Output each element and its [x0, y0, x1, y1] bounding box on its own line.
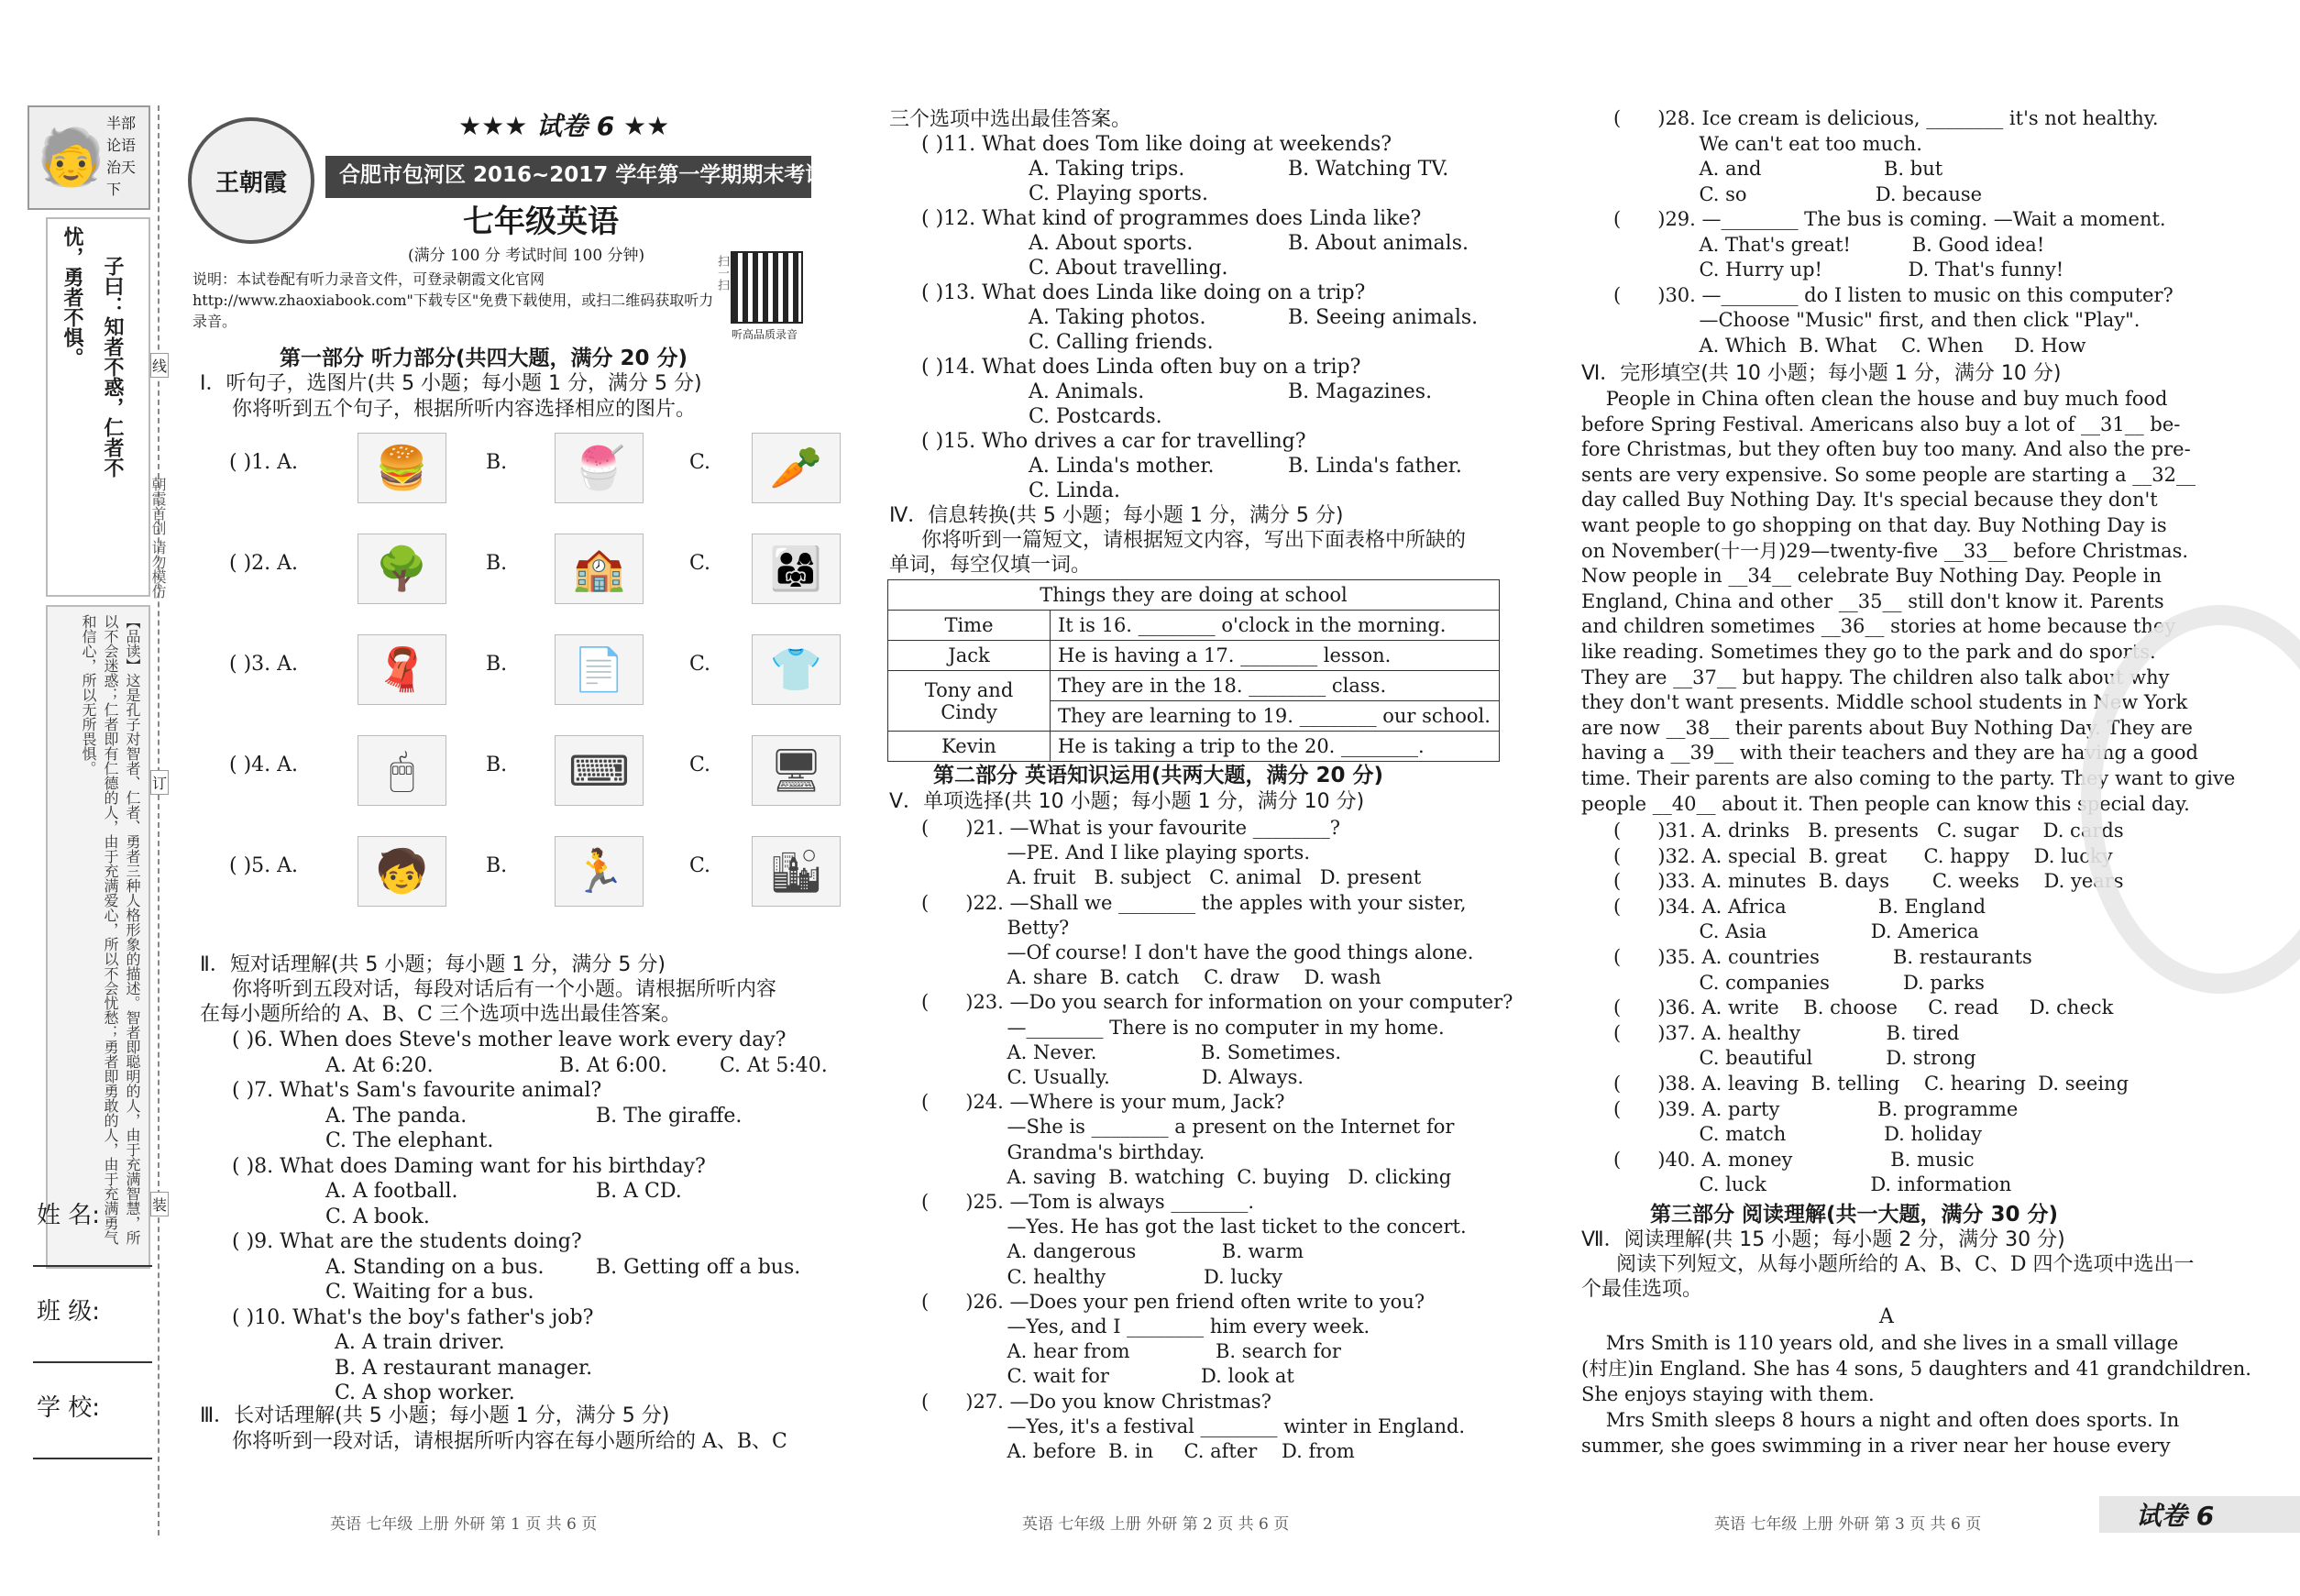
sidebar: [28, 105, 149, 1554]
question-line: —Yes, and I ________ him every week.: [921, 1315, 1370, 1337]
question-line: Betty?: [921, 916, 1070, 939]
sec7-instr2: 个最佳选项。: [1581, 1278, 1703, 1301]
question-line[interactable]: A. That's great! B. Good idea!: [1613, 233, 2045, 256]
option-text[interactable]: A. About sports.: [1029, 232, 1194, 255]
fold-mark-2: 订: [150, 770, 169, 795]
question-number[interactable]: ( )2. A.: [229, 552, 299, 575]
question-line: ( )21. —What is your favourite ________?: [921, 817, 1341, 839]
option-label: B.: [486, 552, 508, 575]
question-number[interactable]: ( )5. A.: [229, 854, 299, 877]
question-line: —Of course! I don't have the good things alone.: [921, 941, 1474, 963]
cloze-line: before Spring Festival. Americans also buy a lot of __31__ be-: [1581, 413, 2181, 435]
pinlu-box: [46, 605, 150, 1269]
picture-option-icon[interactable]: 🏫: [555, 534, 644, 604]
cloze-line: sents are very expensive. So some people are starting a __32__: [1581, 463, 2196, 486]
option-text[interactable]: C. About travelling.: [1029, 257, 1228, 280]
question-line: ( )23. —Do you search for information on your computer?: [921, 991, 1513, 1014]
cloze-line: want people to go shopping on that day. Buy Nothing Day is: [1581, 514, 2167, 536]
info-cell: Tony and Cindy: [888, 671, 1051, 732]
cloze-line: People in China often clean the house and buy much food: [1581, 388, 2168, 410]
question-number[interactable]: ( )4. A.: [229, 754, 299, 776]
logo-badge: [188, 117, 314, 244]
picture-option-icon[interactable]: 🏃: [555, 836, 644, 907]
quote-left: 忧，勇者不惧。: [61, 226, 84, 368]
question-line[interactable]: C. Hurry up! D. That's funny!: [1613, 259, 2064, 281]
info-cell[interactable]: It is 16. ________ o'clock in the morning.: [1051, 611, 1500, 641]
exam-note: 说明：本试卷配有听力录音文件，可登录朝霞文化官网http://www.zhaoxiabook.com"下载专区"免费下载使用，或扫二维码获取听力录音。: [193, 270, 714, 330]
picture-option-icon[interactable]: 🌳: [358, 534, 446, 604]
question-line[interactable]: C. Usually. D. Always.: [921, 1066, 1304, 1088]
logo-text: 王朝霞: [215, 169, 287, 197]
question-line: —Choose "Music" first, and then click "Play".: [1613, 309, 2140, 331]
quote-right: 子曰：知者不惑，仁者不: [101, 256, 125, 478]
sec2-instr2: 在每小题所给的 A、B、C 三个选项中选出最佳答案。: [200, 1003, 681, 1026]
sec3-title: Ⅲ．长对话理解(共 5 小题；每小题 1 分，满分 5 分): [200, 1404, 670, 1427]
school-label: 学 校:: [37, 1394, 101, 1422]
cloze-option-line[interactable]: ( )34. A. Africa B. England: [1613, 895, 1986, 918]
col2-cont: 三个选项中选出最佳答案。: [889, 108, 1132, 131]
sec4-instr1: 你将听到一篇短文，请根据短文内容，写出下面表格中所缺的: [921, 529, 1467, 552]
sec7-title: Ⅶ．阅读理解(共 15 小题；每小题 2 分，满分 30 分): [1581, 1228, 2065, 1251]
question-line: —She is ________ a present on the Internet for: [921, 1116, 1455, 1139]
cloze-line: having a __39__ with their teachers and they are having a good: [1581, 742, 2198, 765]
question-line[interactable]: A. dangerous B. warm: [921, 1240, 1304, 1263]
option-text[interactable]: A. Animals.: [1029, 380, 1145, 403]
question-line[interactable]: A. Never. B. Sometimes.: [921, 1040, 1342, 1063]
cloze-option-line[interactable]: ( )37. A. healthy B. tired: [1613, 1021, 1960, 1044]
passage-line: Mrs Smith sleeps 8 hours a night and often does sports. In: [1581, 1409, 2180, 1431]
sec4-instr2: 单词，每空仅填一词。: [889, 554, 1092, 577]
cloze-option-line[interactable]: ( )33. A. minutes B. days C. weeks D. years: [1613, 870, 2124, 893]
option-text[interactable]: C. A book.: [325, 1205, 430, 1228]
question-line[interactable]: A. fruit B. subject C. animal D. present: [921, 866, 1422, 889]
option-text[interactable]: A. Taking photos.: [1029, 306, 1206, 329]
sec6-title: Ⅵ．完形填空(共 10 小题；每小题 1 分，满分 10 分): [1581, 362, 2062, 385]
question-line[interactable]: A. before B. in C. after D. from: [921, 1440, 1355, 1462]
question-line[interactable]: A. share B. catch C. draw D. wash: [921, 966, 1381, 989]
question-line: —________ There is no computer in my home.: [921, 1016, 1445, 1039]
passage-line: (村庄)in England. She has 4 sons, 5 daughters and 41 grandchildren.: [1581, 1358, 2251, 1380]
info-cell: Jack: [888, 641, 1051, 671]
name-field[interactable]: [33, 1265, 152, 1267]
question-line[interactable]: A. and B. but: [1613, 158, 1943, 180]
class-label: 班 级:: [37, 1298, 101, 1326]
part3-title: 第三部分 阅读理解(共一大题，满分 30 分): [1650, 1203, 2059, 1227]
passage-line: Mrs Smith is 110 years old, and she lives in a small village: [1581, 1332, 2179, 1354]
picture-option-icon[interactable]: 👕: [752, 634, 841, 705]
option-label: B.: [486, 451, 508, 474]
passage-label: A: [1879, 1305, 1894, 1328]
question-line: ( )22. —Shall we ________ the apples with your sister,: [921, 891, 1467, 914]
subject-title: 七年级英语: [463, 204, 619, 240]
corner-tag: 试卷 6: [2136, 1501, 2215, 1531]
question-line[interactable]: A. hear from B. search for: [921, 1340, 1341, 1363]
cloze-line: like reading. Sometimes they go to the park and do sports.: [1581, 641, 2156, 663]
question-text: ( )9. What are the students doing?: [232, 1230, 582, 1253]
option-text[interactable]: C. The elephant.: [325, 1129, 494, 1152]
option-text[interactable]: C. Linda.: [1029, 479, 1121, 502]
info-cell[interactable]: They are in the 18. ________ class.: [1051, 671, 1500, 701]
option-label: B.: [486, 754, 508, 776]
option-text[interactable]: B. A restaurant manager.: [335, 1356, 593, 1380]
confucius-figure-icon: 🧓: [37, 126, 105, 190]
option-text[interactable]: C. Playing sports.: [1029, 182, 1208, 205]
score-time: (满分 100 分 考试时间 100 分钟): [408, 247, 645, 265]
passage-line: She enjoys staying with them.: [1581, 1383, 1875, 1405]
question-line: Grandma's birthday.: [921, 1140, 1205, 1163]
cloze-line: people __40__ about it. Then people can know this special day.: [1581, 792, 2190, 815]
option-text[interactable]: B. Magazines.: [1288, 380, 1433, 403]
question-line: ( )28. Ice cream is delicious, ________ it's not healthy.: [1613, 107, 2159, 129]
sec4-title: Ⅳ．信息转换(共 5 小题；每小题 1 分，满分 5 分): [889, 504, 1344, 527]
qr-scan-side: 扫一扫: [715, 255, 729, 291]
option-text[interactable]: A. A football.: [325, 1180, 458, 1203]
option-text[interactable]: C. A shop worker.: [335, 1381, 515, 1404]
question-line: —PE. And I like playing sports.: [921, 842, 1310, 864]
fold-mark-3: 装: [150, 1192, 169, 1216]
question-text: ( )6. When does Steve's mother leave work every day?: [232, 1029, 787, 1051]
question-line: ( )24. —Where is your mum, Jack?: [921, 1091, 1285, 1114]
cloze-line: on November(十一月)29—twenty-five __33__ before Christmas.: [1581, 539, 2189, 562]
question-text: ( )10. What's the boy's father's job?: [232, 1305, 594, 1329]
option-text[interactable]: B. At 6:00.: [559, 1053, 667, 1077]
question-line: —Yes, it's a festival ________ winter in England.: [921, 1414, 1466, 1437]
question-line: ( )29. —________ The bus is coming. —Wait a moment.: [1613, 208, 2166, 230]
footer-page3: 英语 七年级 上册 外研 第 3 页 共 6 页: [1714, 1515, 1982, 1534]
info-table: [887, 579, 1500, 762]
picture-option-icon[interactable]: 🍔: [358, 433, 446, 503]
option-text[interactable]: B. About animals.: [1288, 232, 1469, 255]
qr-caption: 听高品质录音: [732, 328, 798, 341]
cloze-option-line[interactable]: C. companies D. parks: [1613, 971, 1985, 994]
sec5-title: Ⅴ．单项选择(共 10 小题；每小题 1 分，满分 10 分): [889, 790, 1365, 813]
question-text: ( )11. What does Tom like doing at weekends?: [921, 133, 1392, 156]
question-line[interactable]: C. wait for D. look at: [921, 1365, 1294, 1388]
option-text[interactable]: B. The giraffe.: [596, 1104, 743, 1128]
picture-option-icon[interactable]: 🧣: [358, 634, 446, 705]
option-text[interactable]: B. Linda's father.: [1288, 455, 1462, 478]
option-text[interactable]: A. A train driver.: [335, 1331, 505, 1354]
picture-option-icon[interactable]: ⌨: [555, 735, 644, 806]
paper-number-text: 试卷 6: [536, 111, 615, 141]
option-text[interactable]: C. Waiting for a bus.: [325, 1281, 534, 1304]
cloze-option-line[interactable]: ( )31. A. drinks B. presents C. sugar D. cards: [1613, 820, 2124, 842]
sec1-title: Ⅰ．听句子，选图片(共 5 小题；每小题 1 分，满分 5 分): [200, 372, 702, 395]
picture-option-icon[interactable]: 🧒: [358, 836, 446, 907]
part1-title: 第一部分 听力部分(共四大题，满分 20 分): [280, 347, 688, 370]
option-text[interactable]: A. Linda's mother.: [1029, 455, 1215, 478]
cloze-option-line[interactable]: ( )39. A. party B. programme: [1613, 1097, 2019, 1120]
question-line: We can't eat too much.: [1613, 132, 1922, 155]
option-text[interactable]: C. Calling friends.: [1029, 331, 1214, 354]
question-text: ( )7. What's Sam's favourite animal?: [232, 1079, 602, 1102]
cloze-line: England, China and other __35__ still don't know it. Parents: [1581, 589, 2164, 612]
info-cell[interactable]: He is taking a trip to the 20. ________.: [1051, 732, 1500, 762]
question-text: ( )14. What does Linda often buy on a trip?: [921, 356, 1361, 379]
part2-title: 第二部分 英语知识运用(共两大题，满分 20 分): [933, 764, 1384, 787]
question-text: ( )8. What does Daming want for his birthday?: [232, 1154, 706, 1178]
option-text[interactable]: B. Seeing animals.: [1288, 306, 1479, 329]
question-text: ( )15. Who drives a car for travelling?: [921, 430, 1306, 453]
name-label: 姓 名:: [37, 1202, 101, 1229]
cloze-option-line[interactable]: ( )38. A. leaving B. telling C. hearing D. seeing: [1613, 1073, 2129, 1095]
option-text[interactable]: A. The panda.: [325, 1104, 468, 1128]
sec2-instr1: 你将听到五段对话，每段对话后有一个小题。请根据所听内容: [232, 978, 777, 1001]
info-cell: Kevin: [888, 732, 1051, 762]
question-line[interactable]: C. healthy D. lucky: [921, 1265, 1282, 1288]
option-label: B.: [486, 854, 508, 877]
school-field[interactable]: [33, 1458, 152, 1459]
option-text[interactable]: B. Watching TV.: [1288, 158, 1449, 181]
option-label: B.: [486, 653, 508, 676]
question-line: —Yes. He has got the last ticket to the concert.: [921, 1216, 1467, 1238]
option-text[interactable]: B. Getting off a bus.: [596, 1255, 801, 1279]
sec2-title: Ⅱ．短对话理解(共 5 小题；每小题 1 分，满分 5 分): [200, 953, 666, 976]
cloze-option-line[interactable]: C. match D. holiday: [1613, 1123, 1982, 1146]
option-text[interactable]: B. A CD.: [596, 1180, 682, 1203]
cloze-line: time. Their parents are also coming to the party. They want to give: [1581, 767, 2236, 789]
sec7-instr1: 阅读下列短文，从每小题所给的 A、B、C、D 四个选项中选出一: [1616, 1253, 2195, 1276]
exam-title: 合肥市包河区 2016~2017 学年第一学期期末考试试卷: [339, 163, 869, 187]
option-text[interactable]: A. Standing on a bus.: [325, 1255, 545, 1279]
question-text: ( )12. What kind of programmes does Linda like?: [921, 207, 1422, 230]
info-table-header: Things they are doing at school: [888, 580, 1500, 611]
passage-line: summer, she goes swimming in a river near her house every: [1581, 1435, 2171, 1457]
qr-code-icon[interactable]: [731, 251, 803, 324]
option-label: C.: [689, 754, 711, 776]
question-line: ( )30. —________ do I listen to music on this computer?: [1613, 283, 2173, 306]
picture-option-icon[interactable]: 🖱: [358, 735, 446, 806]
option-text[interactable]: C. At 5:40.: [720, 1053, 828, 1077]
info-cell[interactable]: They are learning to 19. ________ our school.: [1051, 701, 1500, 732]
option-label: C.: [689, 451, 711, 474]
sidebar-header-box: [28, 105, 150, 210]
cloze-line: They are __37__ but happy. The children also talk about why: [1581, 666, 2170, 688]
fold-line: [158, 105, 160, 1535]
question-number[interactable]: ( )1. A.: [229, 451, 299, 474]
cloze-option-line[interactable]: ( )35. A. countries B. restaurants: [1613, 946, 2032, 968]
cloze-line: Now people in __34__ celebrate Buy Nothing Day. People in: [1581, 565, 2162, 588]
sec1-instr: 你将听到五个句子，根据所听内容选择相应的图片。: [232, 398, 697, 421]
picture-option-icon[interactable]: 🖥: [752, 735, 841, 806]
question-line: ( )27. —Do you know Christmas?: [921, 1390, 1271, 1413]
cloze-option-line[interactable]: ( )32. A. special B. great C. happy D. lucky: [1613, 844, 2113, 867]
sidebar-motto: 半部论语治天下: [106, 115, 137, 198]
cloze-option-line[interactable]: C. beautiful D. strong: [1613, 1047, 1976, 1070]
fold-mark-1: 线: [150, 353, 169, 378]
cloze-line: day called Buy Nothing Day. It's special because they don't: [1581, 489, 2158, 512]
footer-page1: 英语 七年级 上册 外研 第 1 页 共 6 页: [330, 1515, 598, 1534]
cloze-line: they don't want presents. Middle school students in New York: [1581, 691, 2188, 714]
class-field[interactable]: [33, 1361, 152, 1363]
question-line: ( )26. —Does your pen friend often write to you?: [921, 1290, 1425, 1313]
cloze-line: fore Christmas, but they often buy too many. And also the pre-: [1581, 438, 2191, 461]
brand-side-text: 朝霞首创 请勿模仿: [149, 477, 167, 600]
paper-number: ★★★ 试卷 6 ★★: [458, 111, 670, 141]
option-text[interactable]: A. At 6:20.: [325, 1053, 434, 1077]
quote-box: [46, 217, 150, 597]
info-cell: Time: [888, 611, 1051, 641]
question-number[interactable]: ( )3. A.: [229, 653, 299, 676]
question-line[interactable]: A. Which B. What C. When D. How: [1613, 334, 2086, 357]
option-label: C.: [689, 552, 711, 575]
cloze-option-line[interactable]: ( )36. A. write B. choose C. read D. check: [1613, 996, 2114, 1019]
cloze-option-line[interactable]: C. luck D. information: [1613, 1173, 2012, 1196]
question-line: ( )25. —Tom is always ________.: [921, 1191, 1255, 1213]
footer-page2: 英语 七年级 上册 外研 第 2 页 共 6 页: [1022, 1515, 1290, 1534]
cloze-line: and children sometimes __36__ stories at home because they: [1581, 615, 2176, 638]
question-line[interactable]: C. so D. because: [1613, 182, 1983, 205]
option-label: C.: [689, 854, 711, 877]
option-text[interactable]: A. Taking trips.: [1029, 158, 1185, 181]
question-line[interactable]: A. saving B. watching C. buying D. clicking: [921, 1165, 1452, 1188]
sec3-instr: 你将听到一段对话，请根据所听内容在每小题所给的 A、B、C: [232, 1430, 787, 1453]
cloze-line: are now __38__ their parents about Buy Nothing Day. They are: [1581, 716, 2193, 739]
picture-option-icon[interactable]: 🏙: [752, 836, 841, 907]
info-cell[interactable]: He is having a 17. ________ lesson.: [1051, 641, 1500, 671]
cloze-option-line[interactable]: ( )40. A. money B. music: [1613, 1148, 1975, 1171]
option-label: C.: [689, 653, 711, 676]
picture-option-icon[interactable]: 🍧: [555, 433, 644, 503]
picture-option-icon[interactable]: 🥕: [752, 433, 841, 503]
cloze-option-line[interactable]: C. Asia D. America: [1613, 920, 1979, 943]
pinlu-text: 【品读】这是孔子对智者、仁者、勇者三种人格形象的描述。智者即聪明的人，由于充满智慧，所以不会迷惑；仁者即有仁德的人，由于充满爱心，所以不会忧愁；勇者即勇敢的人，由于充满勇气和信心，所以无所畏惧。: [80, 614, 141, 1245]
option-text[interactable]: C. Postcards.: [1029, 405, 1162, 428]
picture-option-icon[interactable]: 📄: [555, 634, 644, 705]
question-text: ( )13. What does Linda like doing on a trip?: [921, 281, 1366, 304]
picture-option-icon[interactable]: 👨‍👩‍👧: [752, 534, 841, 604]
